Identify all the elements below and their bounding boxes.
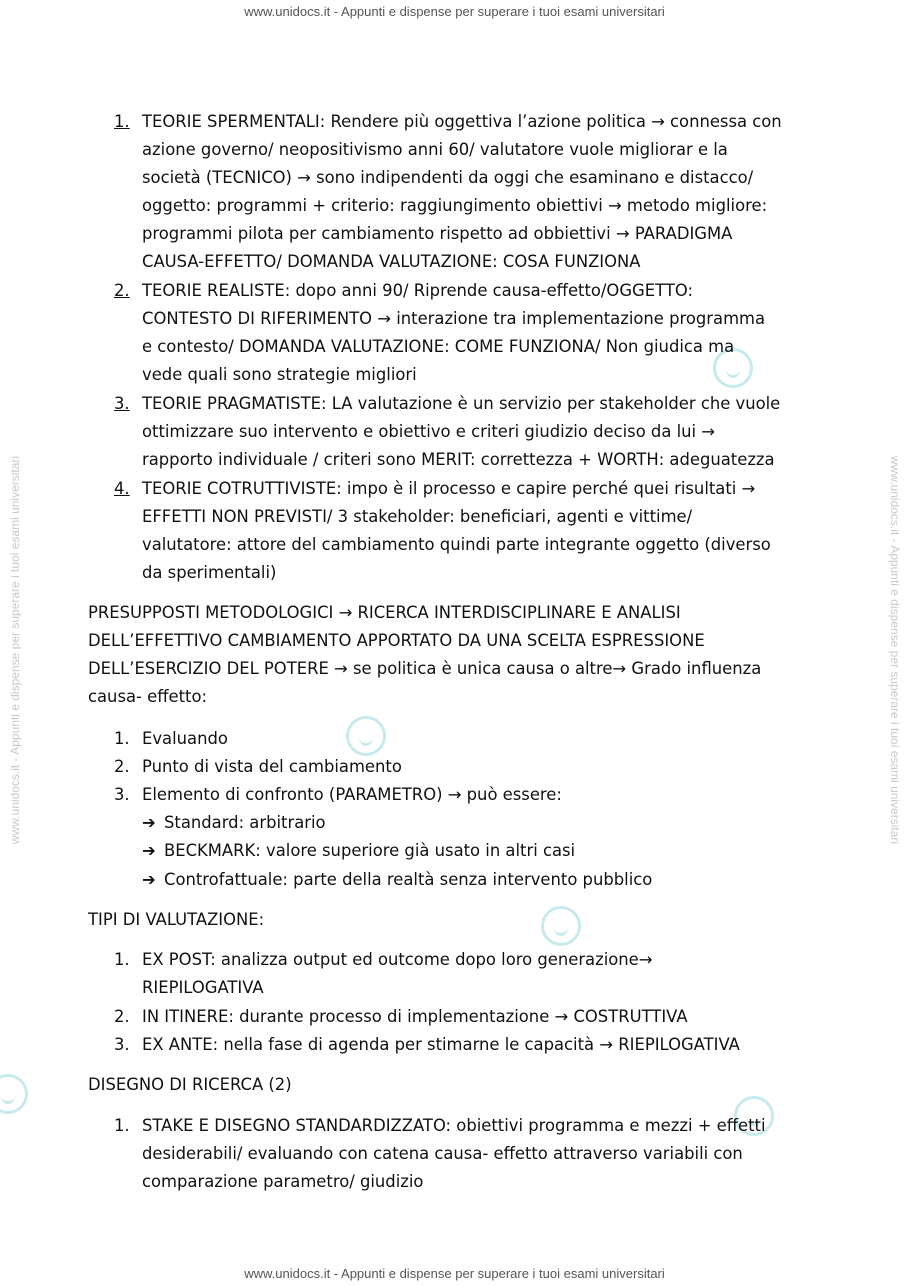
list-text: Evaluando [142, 729, 228, 748]
watermark-right: www.unidocs.it - Appunti e dispense per superare i tuoi esami universitari [888, 455, 902, 845]
text-line: ottimizzare suo intervento e obiettivo e criteri giudizio deciso da lui → [142, 422, 716, 441]
watermark-footer: www.unidocs.it - Appunti e dispense per superare i tuoi esami universitari [244, 1266, 665, 1281]
text-line: RIEPILOGATIVA [142, 978, 264, 997]
text-line: CONTESTO DI RIFERIMENTO → interazione tra implementazione programma [142, 309, 766, 328]
sub-list-item [142, 837, 575, 865]
list-text [142, 108, 832, 276]
watermark-left: www.unidocs.it - Appunti e dispense per superare i tuoi esami universitari [8, 455, 22, 845]
list-number: 3. [114, 1035, 130, 1054]
text-line: programmi pilota per cambiamento rispetto ad obbiettivi → PARADIGMA [142, 224, 733, 243]
text-line: comparazione parametro/ giudizio [142, 1172, 424, 1191]
watermark-header: www.unidocs.it - Appunti e dispense per superare i tuoi esami universitari [244, 4, 665, 19]
text-line: TEORIE REALISTE: dopo anni 90/ Riprende causa-effetto/OGGETTO: [142, 281, 693, 300]
text-line: e contesto/ DOMANDA VALUTAZIONE: COME FUNZIONA/ Non giudica ma [142, 337, 735, 356]
section-heading: DISEGNO DI RICERCA (2) [88, 1075, 292, 1094]
list-text: Elemento di confronto (PARAMETRO) → può essere: [142, 785, 562, 804]
list-text [142, 946, 832, 1002]
sub-item-text: Standard: arbitrario [164, 813, 326, 832]
arrow-right-icon: ➔ [142, 813, 156, 832]
list-number: 1. [114, 729, 130, 748]
list-text: Punto di vista del cambiamento [142, 757, 402, 776]
arrow-right-icon: ➔ [142, 841, 156, 860]
text-line: da sperimentali) [142, 563, 277, 582]
text-line: oggetto: programmi + criterio: raggiungimento obiettivi → metodo migliore: [142, 196, 768, 215]
list-text [142, 1112, 832, 1196]
list-number: 1. [114, 1116, 130, 1135]
text-line: PRESUPPOSTI METODOLOGICI → RICERCA INTERDISCIPLINARE E ANALISI [88, 603, 681, 622]
list-text [142, 475, 832, 587]
text-line: DELL’EFFETTIVO CAMBIAMENTO APPORTATO DA UNA SCELTA ESPRESSIONE [88, 631, 705, 650]
list-number: 3. [114, 785, 130, 804]
text-line: desiderabili/ evaluando con catena causa- effetto attraverso variabili con [142, 1144, 743, 1163]
text-line: causa- effetto: [88, 687, 208, 706]
text-line: STAKE E DISEGNO STANDARDIZZATO: obiettivi programma e mezzi + effetti [142, 1116, 766, 1135]
section-heading: TIPI DI VALUTAZIONE: [88, 910, 265, 929]
list-text [142, 390, 832, 474]
list-number: 3. [114, 394, 130, 413]
list-number: 1. [114, 950, 130, 969]
list-text: EX ANTE: nella fase di agenda per stimarne le capacità → RIEPILOGATIVA [142, 1035, 740, 1054]
text-line: azione governo/ neopositivismo anni 60/ valutatore vuole migliorar e la [142, 140, 728, 159]
sub-list-item [142, 866, 652, 894]
text-line: TEORIE COTRUTTIVISTE: impo è il processo e capire perché quei risultati → [142, 479, 756, 498]
text-line: TEORIE SPERMENTALI: Rendere più oggettiva l’azione politica → connessa con [142, 112, 782, 131]
sub-item-text: BECKMARK: valore superiore già usato in altri casi [164, 841, 576, 860]
text-line: CAUSA-EFFETTO/ DOMANDA VALUTAZIONE: COSA FUNZIONA [142, 252, 641, 271]
list-number: 2. [114, 1007, 130, 1026]
list-number: 4. [114, 479, 130, 498]
list-number: 2. [114, 281, 130, 300]
text-line: DELL’ESERCIZIO DEL POTERE → se politica è unica causa o altre→ Grado influenza [88, 659, 762, 678]
arrow-right-icon: ➔ [142, 870, 156, 889]
sub-list-item [142, 809, 326, 837]
text-line: EFFETTI NON PREVISTI/ 3 stakeholder: beneficiari, agenti e vittime/ [142, 507, 693, 526]
sub-item-text: Controfattuale: parte della realtà senza intervento pubblico [164, 870, 653, 889]
text-line: società (TECNICO) → sono indipendenti da oggi che esaminano e distacco/ [142, 168, 754, 187]
text-line: valutatore: attore del cambiamento quindi parte integrante oggetto (diverso [142, 535, 771, 554]
list-text [142, 277, 832, 389]
list-number: 1. [114, 112, 130, 131]
list-number: 2. [114, 757, 130, 776]
text-line: TEORIE PRAGMATISTE: LA valutazione è un servizio per stakeholder che vuole [142, 394, 781, 413]
text-line: rapporto individuale / criteri sono MERIT: correttezza + WORTH: adeguatezza [142, 450, 775, 469]
methodology-paragraph [88, 599, 818, 711]
text-line: EX POST: analizza output ed outcome dopo loro generazione→ [142, 950, 653, 969]
text-line: vede quali sono strategie migliori [142, 365, 417, 384]
watermark-logo-icon [0, 1074, 28, 1114]
list-text: IN ITINERE: durante processo di implementazione → COSTRUTTIVA [142, 1007, 688, 1026]
